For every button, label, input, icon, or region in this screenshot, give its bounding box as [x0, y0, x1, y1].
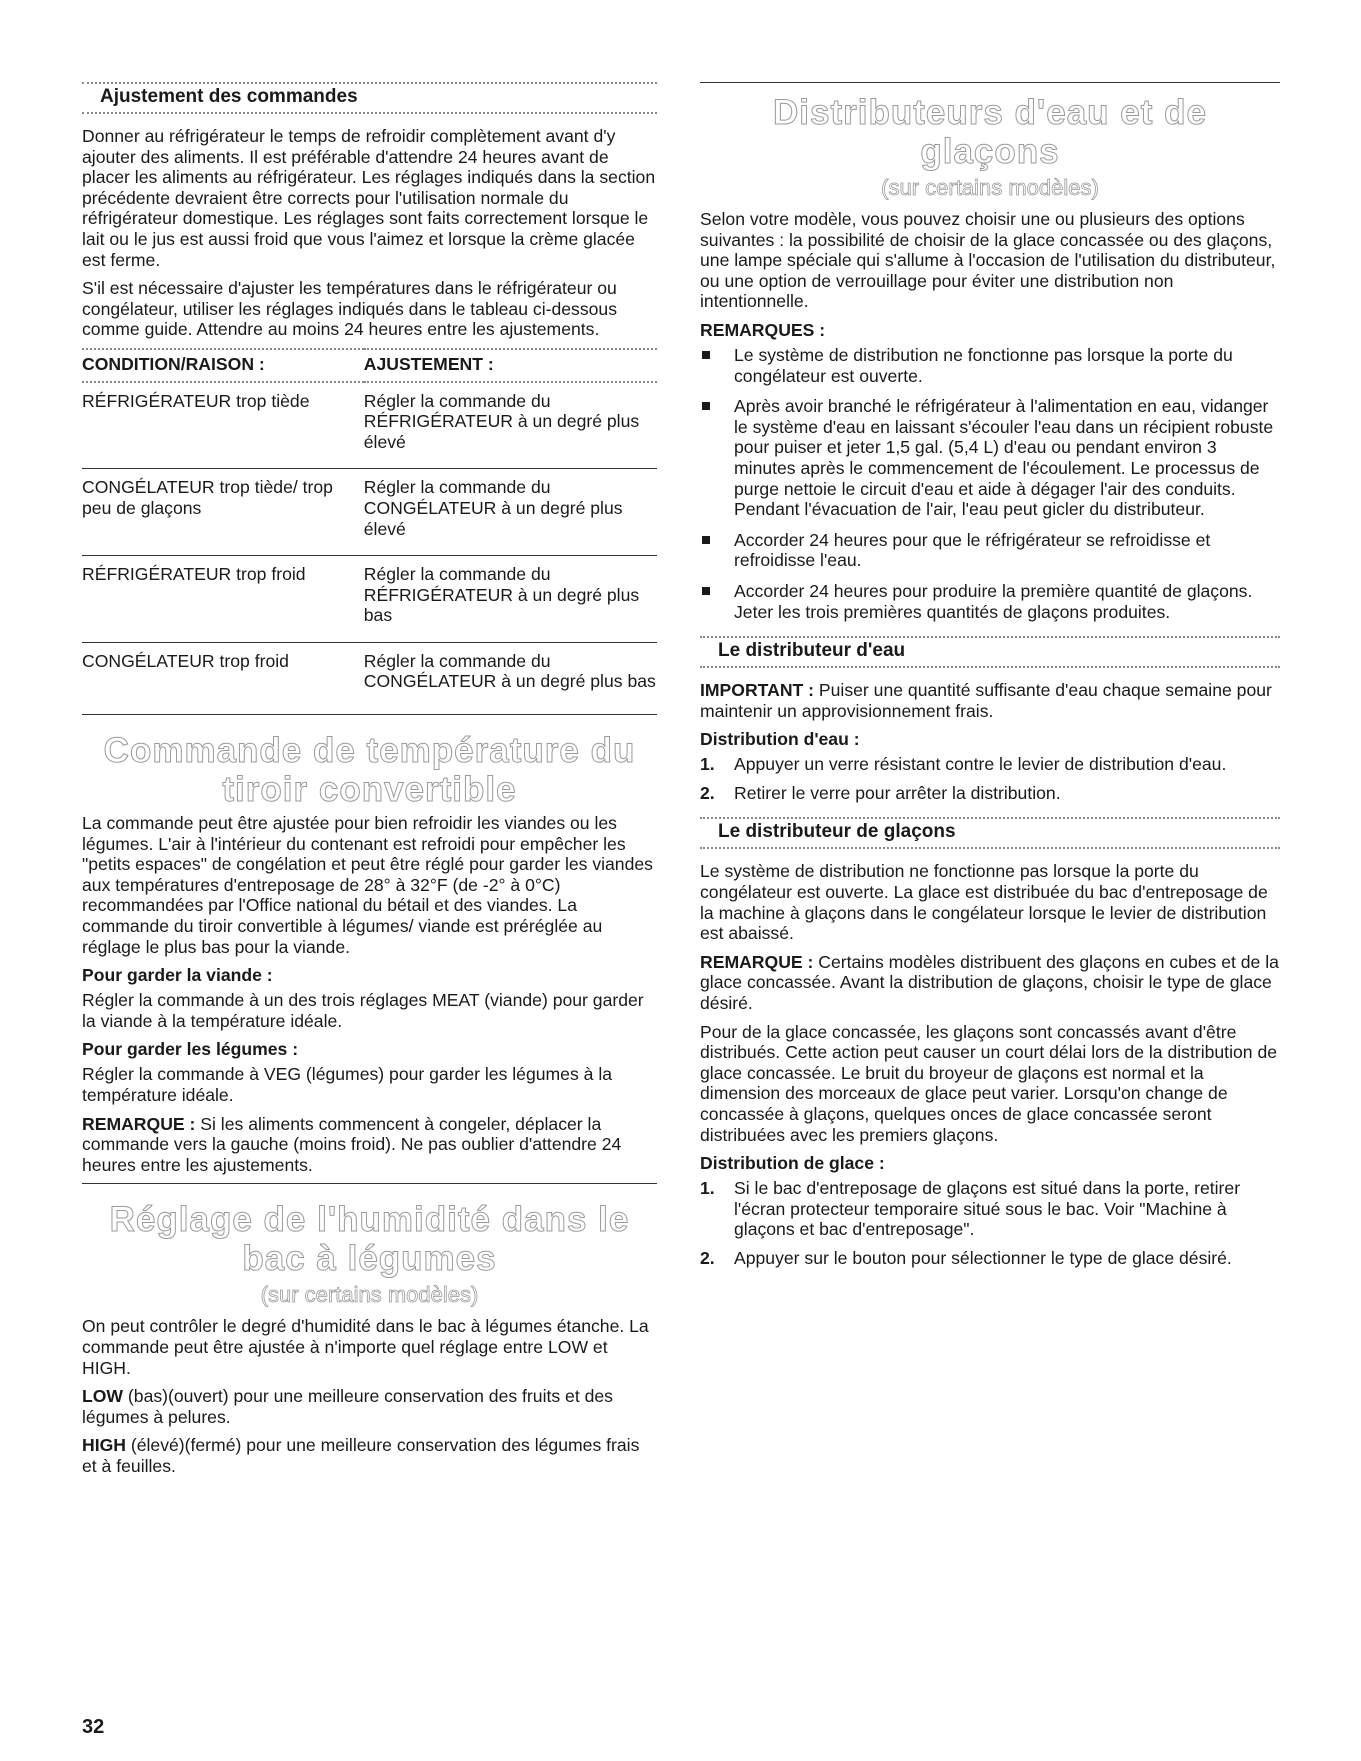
adjustment-cell: Régler la commande du CONGÉLATEUR à un degré plus bas [364, 642, 657, 708]
water-dispensing-label: Distribution d'eau : [700, 729, 860, 750]
section-divider [82, 1183, 657, 1184]
paragraph: La commande peut être ajustée pour bien refroidir les viandes ou les légumes. L'air à l'intérieur du contenant est refroidi pour empêcher les "petits espaces" de congélation et peut être réglé pour garder les viandes aux températures d'entreposage de 28° à 32°F (de -2° à 0°C) recommandées par l'Office national du bétail et des viandes. La commande du tiroir convertible à légumes/ viande est préréglée au réglage le plus bas pour la viande. [82, 813, 653, 957]
high-text: (élevé)(fermé) pour une meilleure conservation des légumes frais et à feuilles. [82, 1435, 640, 1476]
paragraph: On peut contrôler le degré d'humidité dans le bac à légumes étanche. La commande peut être ajustée à n'importe quel réglage entre LOW et HIGH. [82, 1316, 649, 1378]
note-text: Certains modèles distribuent des glaçons en cubes et de la glace concassée. Avant la distribution de glaçons, choisir le type de glace désiré. [700, 951, 1279, 1014]
square-bullet-icon [702, 351, 710, 359]
table-row [82, 556, 657, 643]
list-item [700, 783, 1280, 804]
ice-dispensing-label: Distribution de glace : [700, 1153, 885, 1174]
water-steps [700, 754, 1280, 803]
list-item [700, 1248, 1280, 1269]
condition-cell: CONGÉLATEUR trop froid [82, 642, 364, 708]
section-title-humidity: Réglage de l'humidité dans le bac à légumes [109, 1200, 630, 1279]
vegetables-text: Régler la commande à VEG (légumes) pour garder les légumes à la température idéale. [82, 1064, 613, 1105]
square-bullet-icon [702, 536, 710, 544]
list-item [700, 345, 1280, 386]
list-item [700, 754, 1280, 775]
step-text: Si le bac d'entreposage de glaçons est situé dans la porte, retirer l'écran protecteur temporaire situé sous le bac. Voir "Machine à glaçons et bac d'entreposage". [734, 1178, 1241, 1240]
left-column [82, 82, 657, 1485]
condition-cell: RÉFRIGÉRATEUR trop tiède [82, 390, 310, 411]
condition-cell: CONGÉLATEUR trop tiède/ trop peu de glaçons [82, 469, 364, 556]
paragraph: Pour de la glace concassée, les glaçons sont concassés avant d'être distribués. Cette action peut causer un court délai lors de la distribution de glace concassée. Le bruit du broyeur de glaçons est normal et la dimension des morceaux de glace peut varier. Lorsqu'on change de concassée à glaçons, quelques onces de glace concassée seront distribuées avec les premiers glaçons. [700, 1021, 1278, 1145]
paragraph: Le système de distribution ne fonctionne pas lorsque la porte du congélateur est ouverte. La glace est distribuée du bac d'entreposage de la machine à glaçons dans le congélateur lorsque le levier de distribution est abaissé. [700, 861, 1268, 944]
high-setting [82, 1435, 657, 1476]
adjustment-cell: Régler la commande du RÉFRIGÉRATEUR à un degré plus élevé [363, 390, 640, 452]
section-subtitle-humidity: (sur certains modèles) [260, 1282, 479, 1308]
note-lead: REMARQUE : [82, 1113, 196, 1134]
list-item-text: Accorder 24 heures pour que le réfrigérateur se refroidisse et refroidisse l'eau. [734, 529, 1211, 571]
important-lead: IMPORTANT : [700, 680, 815, 701]
table-row [82, 469, 657, 556]
column-header-condition: CONDITION/RAISON : [82, 349, 364, 382]
note-lead: REMARQUE : [700, 951, 814, 972]
ice-note [700, 952, 1280, 1014]
meat-text: Régler la commande à un des trois réglages MEAT (viande) pour garder la viande à la température idéale. [82, 990, 644, 1031]
right-column [700, 82, 1280, 1277]
step-number: 1. [700, 1178, 715, 1199]
section-title-drawer: Commande de température du tiroir convertible [103, 731, 636, 810]
list-item-text: Accorder 24 heures pour produire la première quantité de glaçons. Jeter les trois premières quantités de glaçons produites. [734, 580, 1253, 622]
step-text: Retirer le verre pour arrêter la distribution. [734, 782, 1061, 803]
important-text: Puiser une quantité suffisante d'eau chaque semaine pour maintenir un approvisionnement frais. [700, 680, 1272, 721]
notes-list [700, 345, 1280, 622]
paragraph: Selon votre modèle, vous pouvez choisir une ou plusieurs des options suivantes : la possibilité de choisir de la glace concassée ou des glaçons, une lampe spéciale qui s'allume à l'occasion de l'utilisation du distributeur, ou une option de verrouillage pour éviter une distribution non intentionnelle. [700, 209, 1276, 312]
section-divider [82, 714, 657, 715]
table-row [82, 382, 657, 469]
paragraph: Donner au réfrigérateur le temps de refroidir complètement avant d'y ajouter des aliments. Il est préférable d'attendre 24 heures avant de placer les aliments au réfrigérateur. Les réglages indiqués dans la section précédente devraient être corrects pour l'utilisation normale du réfrigérateur domestique. Les réglages sont faits correctement lorsque le lait ou le jus est aussi froid que vous l'aimez et lorsque la crème glacée est ferme. [82, 126, 656, 270]
section-heading-adjustment: Ajustement des commandes [82, 82, 657, 114]
step-text: Appuyer un verre résistant contre le levier de distribution d'eau. [734, 754, 1227, 775]
square-bullet-icon [702, 587, 710, 595]
low-setting [82, 1386, 657, 1427]
list-item [700, 581, 1280, 622]
step-text: Appuyer sur le bouton pour sélectionner le type de glace désiré. [734, 1247, 1232, 1268]
ice-steps [700, 1178, 1280, 1268]
step-number: 1. [700, 754, 715, 775]
adjustment-cell: Régler la commande du RÉFRIGÉRATEUR à un degré plus bas [364, 556, 657, 643]
paragraph: S'il est nécessaire d'ajuster les températures dans le réfrigérateur ou congélateur, utiliser les réglages indiqués dans le tableau ci-dessous comme guide. Attendre au moins 24 heures entre les ajustements. [82, 278, 617, 340]
condition-cell: RÉFRIGÉRATEUR trop froid [82, 556, 364, 643]
list-item [700, 396, 1280, 520]
high-lead: HIGH [82, 1435, 126, 1456]
section-heading-ice: Le distributeur de glaçons [700, 817, 1280, 849]
note-text: Si les aliments commencent à congeler, déplacer la commande vers la gauche (moins froid). Ne pas oublier d'attendre 24 heures entre les ajustements. [82, 1113, 622, 1175]
low-lead: LOW [82, 1386, 124, 1407]
adjustment-cell: Régler la commande du CONGÉLATEUR à un degré plus élevé [364, 469, 657, 556]
list-item-text: Le système de distribution ne fonctionne pas lorsque la porte du congélateur est ouverte. [734, 344, 1233, 386]
square-bullet-icon [702, 402, 710, 410]
list-item [700, 1178, 1280, 1240]
section-subtitle-dispensers: (sur certains modèles) [881, 175, 1099, 200]
list-item [700, 530, 1280, 571]
table-header-row [82, 349, 657, 382]
column-header-adjustment: AJUSTEMENT : [364, 349, 657, 382]
page-number: 32 [82, 1716, 105, 1738]
step-number: 2. [700, 782, 715, 803]
list-item-text: Après avoir branché le réfrigérateur à l'alimentation en eau, vidanger le système d'eau en laissant s'écouler l'eau dans un récipient robuste pour puiser et jeter 1,5 gal. (5,4 L) d'eau ou pendant environ 3 minutes après le commencement de l'écoulement. Le processus de purge nettoie le circuit d'eau et aide à dégager l'air des conduits. Pendant l'évacuation de l'air, l'eau peut gicler du distributeur. [734, 396, 1274, 520]
drawer-note [82, 1114, 657, 1176]
step-number: 2. [700, 1247, 715, 1268]
section-heading-water: Le distributeur d'eau [700, 636, 1280, 668]
vegetables-label: Pour garder les légumes : [82, 1039, 299, 1060]
meat-label: Pour garder la viande : [82, 965, 273, 986]
table-row [82, 642, 657, 708]
adjustment-table [82, 348, 657, 708]
section-title-dispensers: Distributeurs d'eau et de glaçons [773, 93, 1207, 171]
notes-label: REMARQUES : [700, 319, 826, 340]
low-text: (bas)(ouvert) pour une meilleure conservation des fruits et des légumes à pelures. [82, 1386, 613, 1427]
section-divider [700, 82, 1280, 83]
important-note [700, 680, 1280, 721]
